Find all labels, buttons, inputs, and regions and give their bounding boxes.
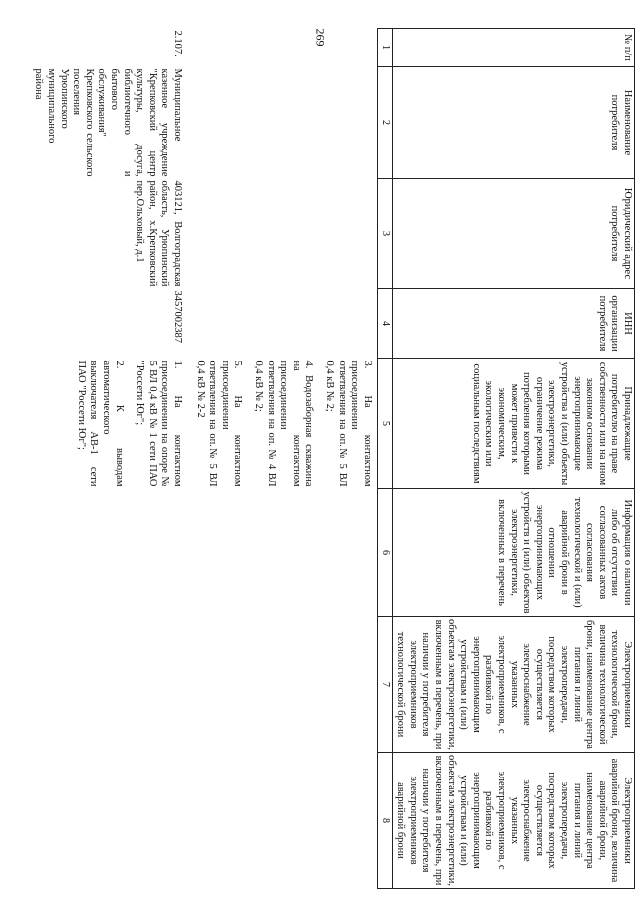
- reservation-table: [31, 28, 635, 889]
- consumer-objects-cell: [31, 359, 184, 489]
- consumer-name: Муниципальное казенное учреждение "Крепковский центр культуры, досуга, библиотечного и бытового обслуживания" Крепковского сельского поселения Урюпинского муниципального района: [33, 68, 183, 177]
- list-item: 5. На контактном присоединении ответвления на оп.№ 5 ВЛ 0,4 кВ № 2-2: [194, 360, 244, 487]
- column-number: 2: [377, 67, 392, 179]
- consumer-inn: 3457002387: [172, 290, 183, 343]
- column-number: 3: [377, 179, 392, 289]
- header-cell: ИНН организации потребителя: [392, 289, 634, 359]
- column-number: 4: [377, 289, 392, 359]
- continuation-objects-cell: [184, 359, 377, 489]
- header-cell: Юридический адрес потребителя: [392, 179, 634, 289]
- column-number: 8: [377, 753, 392, 889]
- list-item: 2. К выводам автоматического выключателя АВ-1 сети ПАО "Россети Юг";: [75, 360, 125, 487]
- header-cell: Электроприемники аварийной брони, величина аварийной брони, наименование центра питания и линий электропередачи, посредством которых осуществляется электроснабжение указанных электроприемников, с разбивкой по энергопринимающим устройствам и (или) объектам электроэнергетики, включенным в перечень, при наличии у потребителя электроприемников аварийной брони: [392, 753, 634, 889]
- header-cell: Информация о наличии либо об отсутствии согласованных актов согласования технологической и (или) аварийной брони в отношении энергопринимающих устройств и (или) объектов электроэнергетики, включенных в перечень: [392, 489, 634, 617]
- list-item: 3. На контактном присоединении ответвления на оп.№ 5 ВЛ 0,4 кВ № 2;: [323, 360, 373, 487]
- page-number: 269: [313, 28, 328, 47]
- column-number: 1: [377, 29, 392, 67]
- header-cell: Наименование потребителя: [392, 67, 634, 179]
- column-number: 6: [377, 489, 392, 617]
- consumer-address: 403121, Волгоградская область, Урюпинский район, х.Крепковский пер.Ольховый, д.1: [134, 180, 183, 287]
- column-number: 5: [377, 359, 392, 489]
- reservation-table-sheet: [33, 28, 635, 888]
- column-number: 7: [377, 617, 392, 753]
- table-row: [31, 29, 184, 889]
- header-cell: Электроприемники технологической брони, величина технологической брони, наименование центра питания и линий электропередачи, посредством которых осуществляется электроснабжение указанных электроприемников, с разбивкой по энергопринимающим устройствам и (или) объектам электроэнергетики, включенным в перечень, при наличии у потребителя электроприемников технологической брони: [392, 617, 634, 753]
- row-number: 2.107.: [172, 30, 183, 57]
- table-header-row: [392, 29, 634, 889]
- list-item: 4. Водозаборная скважина на контактном присоединении ответвления на оп. № 4 ВЛ 0,4 кВ № 2;: [252, 360, 315, 487]
- header-cell: № п/п: [392, 29, 634, 67]
- header-cell: Принадлежащие потребителю на праве собственности или на ином законном основании энергопринимающие устройства и (или) объекты электроэнергетики, ограничение режима потребления которыми может привести к экономическим, экологическим или социальным последствиям: [392, 359, 634, 489]
- list-item: 1. На контактном присоединении на опоре № 5 ВЛ 0,4 кВ № 1 сети ПАО "Россети Юг";: [134, 360, 183, 487]
- column-number-row: [377, 29, 392, 889]
- continuation-row: [184, 29, 377, 889]
